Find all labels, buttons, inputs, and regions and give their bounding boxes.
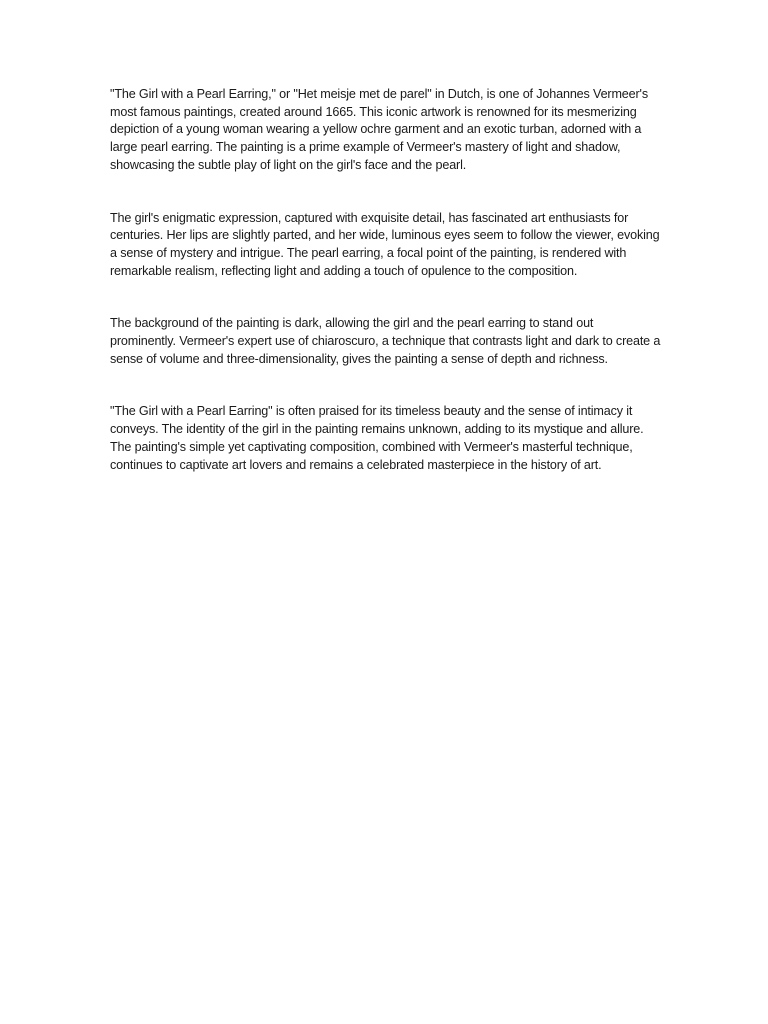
paragraph-4: "The Girl with a Pearl Earring" is often praised for its timeless beauty and the sense of intimacy it conveys. The identity of the girl in the painting remains unknown, adding to its mystique and allure. The painting's simple yet captivating composition, combined with Vermeer's masterful technique, continues to captivate art lovers and remains a celebrated masterpiece in the history of art. (110, 404, 644, 472)
document-body (110, 86, 662, 474)
paragraph-2: The girl's enigmatic expression, captured with exquisite detail, has fascinated art enthusiasts for centuries. Her lips are slightly parted, and her wide, luminous eyes seem to follow the viewer, evoking a sense of mystery and intrigue. The pearl earring, a focal point of the painting, is rendered with remarkable realism, reflecting light and adding a touch of opulence to the composition. (110, 210, 660, 278)
paragraph-3: The background of the painting is dark, allowing the girl and the pearl earring to stand out prominently. Vermeer's expert use of chiaroscuro, a technique that contrasts light and dark to create a sense of volume and three-dimensionality, gives the painting a sense of depth and richness. (110, 316, 661, 366)
paragraph-1: "The Girl with a Pearl Earring," or "Het meisje met de parel" in Dutch, is one of Johannes Vermeer's most famous paintings, created around 1665. This iconic artwork is renowned for its mesmerizing depiction of a young woman wearing a yellow ochre garment and an exotic turban, adorned with a large pearl earring. The painting is a prime example of Vermeer's mastery of light and shadow, showcasing the subtle play of light on the girl's face and the pearl. (110, 87, 648, 172)
